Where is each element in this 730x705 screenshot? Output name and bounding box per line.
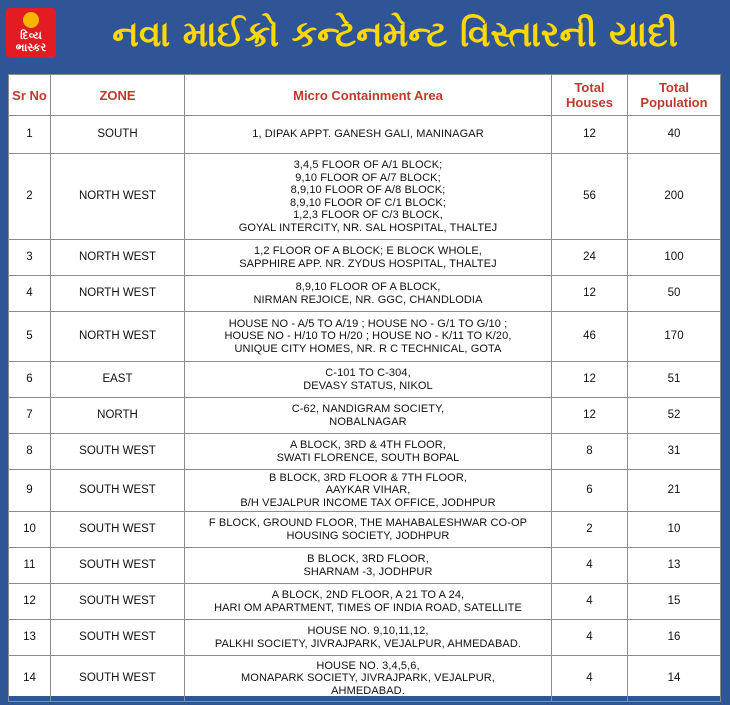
row-total-houses: 12 [552, 276, 628, 312]
row-total-houses: 8 [552, 434, 628, 470]
row-total-population: 21 [628, 470, 721, 512]
row-area [185, 470, 552, 512]
area-line: 1,2 FLOOR OF A BLOCK; E BLOCK WHOLE, [254, 245, 482, 257]
column-header-sr-no: Sr No [9, 75, 51, 116]
row-zone: SOUTH WEST [51, 584, 185, 620]
row-total-houses: 56 [552, 154, 628, 240]
row-zone: SOUTH WEST [51, 470, 185, 512]
table-row [9, 656, 721, 702]
sun-icon [23, 12, 39, 28]
table-row [9, 434, 721, 470]
row-total-population: 15 [628, 584, 721, 620]
row-sr-no: 14 [9, 656, 51, 702]
page-title: નવા માઈક્રો કન્ટેનમેન્ટ વિસ્તારની યાદી [112, 14, 678, 55]
table-row [9, 362, 721, 398]
area-line: B/H VEJALPUR INCOME TAX OFFICE, JODHPUR [240, 496, 496, 509]
row-total-houses: 46 [552, 312, 628, 362]
area-line: HARI OM APARTMENT, TIMES OF INDIA ROAD, SATELLITE [214, 601, 522, 614]
table-row [9, 548, 721, 584]
row-area [185, 276, 552, 312]
row-total-houses: 12 [552, 116, 628, 154]
area-line: 8,9,10 FLOOR OF A/8 BLOCK; [290, 184, 446, 196]
area-line: B BLOCK, 3RD FLOOR & 7TH FLOOR, [268, 471, 468, 484]
area-line: 1,2,3 FLOOR OF C/3 BLOCK, [293, 209, 443, 221]
row-zone: SOUTH [51, 116, 185, 154]
row-area [185, 312, 552, 362]
row-sr-no: 1 [9, 116, 51, 154]
table-row [9, 512, 721, 548]
area-line: F BLOCK, GROUND FLOOR, THE MAHABALESHWAR CO-OP [208, 517, 528, 529]
row-area [185, 512, 552, 548]
row-total-houses: 4 [552, 656, 628, 702]
column-header-houses: Total Houses [552, 75, 628, 116]
area-line: C-101 TO C-304, [325, 367, 411, 379]
area-line: HOUSE NO. 3,4,5,6, [316, 659, 420, 672]
table-row [9, 470, 721, 512]
row-area [185, 548, 552, 584]
row-area [185, 434, 552, 470]
row-total-houses: 2 [552, 512, 628, 548]
row-zone: NORTH WEST [51, 240, 185, 276]
area-line: AAYKAR VIHAR, [325, 484, 411, 497]
area-line: UNIQUE CITY HOMES, NR. R C TECHNICAL, GOTA [234, 342, 502, 355]
area-line: A BLOCK, 3RD & 4TH FLOOR, [290, 439, 446, 451]
area-line: MONAPARK SOCIETY, JIVRAJPARK, VEJALPUR, [241, 672, 495, 685]
row-area [185, 584, 552, 620]
area-line: HOUSE NO - A/5 TO A/19 ; HOUSE NO - G/1 TO G/10 ; [228, 317, 508, 330]
area-line: C-62, NANDIGRAM SOCIETY, [291, 403, 445, 415]
row-zone: SOUTH WEST [51, 620, 185, 656]
area-line: 8,9,10 FLOOR OF C/1 BLOCK; [289, 196, 447, 209]
row-sr-no: 3 [9, 240, 51, 276]
area-line: GOYAL INTERCITY, NR. SAL HOSPITAL, THALTEJ [238, 221, 498, 234]
row-zone: NORTH WEST [51, 154, 185, 240]
area-line: 9,10 FLOOR OF A/7 BLOCK; [295, 171, 441, 184]
area-line: HOUSE NO - H/10 TO H/20 ; HOUSE NO - K/11 TO K/20, [224, 330, 512, 343]
row-sr-no: 7 [9, 398, 51, 434]
row-total-population: 50 [628, 276, 721, 312]
column-header-area: Micro Containment Area [185, 75, 552, 116]
area-line: HOUSING SOCIETY, JODHPUR [286, 529, 450, 542]
row-total-houses: 4 [552, 548, 628, 584]
column-header-population: Total Population [628, 75, 721, 116]
table-header-row [9, 75, 721, 116]
table-row [9, 620, 721, 656]
row-sr-no: 9 [9, 470, 51, 512]
area-line: SAPPHIRE APP. NR. ZYDUS HOSPITAL, THALTEJ [239, 257, 497, 270]
row-area [185, 398, 552, 434]
row-area [185, 620, 552, 656]
row-total-population: 52 [628, 398, 721, 434]
table-row [9, 398, 721, 434]
row-zone: NORTH [51, 398, 185, 434]
row-total-houses: 12 [552, 362, 628, 398]
row-total-population: 170 [628, 312, 721, 362]
row-total-population: 100 [628, 240, 721, 276]
area-line: 3,4,5 FLOOR OF A/1 BLOCK; [293, 159, 443, 171]
table-row [9, 154, 721, 240]
row-sr-no: 10 [9, 512, 51, 548]
column-header-zone: ZONE [51, 75, 185, 116]
row-sr-no: 2 [9, 154, 51, 240]
row-total-houses: 12 [552, 398, 628, 434]
area-line: SHARNAM -3, JODHPUR [303, 565, 433, 578]
row-sr-no: 6 [9, 362, 51, 398]
row-zone: SOUTH WEST [51, 656, 185, 702]
row-zone: EAST [51, 362, 185, 398]
row-total-population: 16 [628, 620, 721, 656]
row-area [185, 656, 552, 702]
row-total-population: 10 [628, 512, 721, 548]
header-banner [0, 0, 730, 70]
area-line: HOUSE NO. 9,10,11,12, [307, 625, 429, 637]
area-line: B BLOCK, 3RD FLOOR, [307, 553, 429, 565]
table-row [9, 240, 721, 276]
row-zone: NORTH WEST [51, 276, 185, 312]
row-total-population: 40 [628, 116, 721, 154]
logo-text: દિવ્ય ભાસ્કર [15, 29, 47, 54]
row-sr-no: 5 [9, 312, 51, 362]
row-total-houses: 6 [552, 470, 628, 512]
row-area [185, 240, 552, 276]
area-line: 8,9,10 FLOOR OF A BLOCK, [295, 281, 441, 293]
row-area [185, 116, 552, 154]
row-sr-no: 12 [9, 584, 51, 620]
containment-table [8, 74, 721, 702]
table-row [9, 116, 721, 154]
area-line: PALKHI SOCIETY, JIVRAJPARK, VEJALPUR, AHMEDABAD. [214, 637, 522, 650]
row-zone: SOUTH WEST [51, 548, 185, 584]
row-total-population: 13 [628, 548, 721, 584]
containment-table-container [8, 74, 720, 696]
table-row [9, 312, 721, 362]
row-total-population: 14 [628, 656, 721, 702]
table-body [9, 116, 721, 702]
row-total-houses: 4 [552, 584, 628, 620]
row-total-population: 51 [628, 362, 721, 398]
row-total-population: 200 [628, 154, 721, 240]
row-area [185, 362, 552, 398]
area-line: NIRMAN REJOICE, NR. GGC, CHANDLODIA [253, 293, 483, 306]
row-area [185, 154, 552, 240]
row-sr-no: 11 [9, 548, 51, 584]
area-line: NOBALNAGAR [329, 415, 407, 428]
divya-bhaskar-logo [6, 8, 56, 58]
row-zone: NORTH WEST [51, 312, 185, 362]
row-zone: SOUTH WEST [51, 512, 185, 548]
row-total-houses: 4 [552, 620, 628, 656]
area-line: DEVASY STATUS, NIKOL [303, 379, 433, 392]
area-line: AHMEDABAD. [331, 684, 405, 697]
row-total-houses: 24 [552, 240, 628, 276]
area-line: 1, DIPAK APPT. GANESH GALI, MANINAGAR [252, 128, 484, 141]
row-total-population: 31 [628, 434, 721, 470]
row-sr-no: 8 [9, 434, 51, 470]
row-zone: SOUTH WEST [51, 434, 185, 470]
table-row [9, 584, 721, 620]
row-sr-no: 4 [9, 276, 51, 312]
area-line: A BLOCK, 2ND FLOOR, A 21 TO A 24, [271, 589, 465, 601]
row-sr-no: 13 [9, 620, 51, 656]
area-line: SWATI FLORENCE, SOUTH BOPAL [276, 451, 460, 464]
table-row [9, 276, 721, 312]
